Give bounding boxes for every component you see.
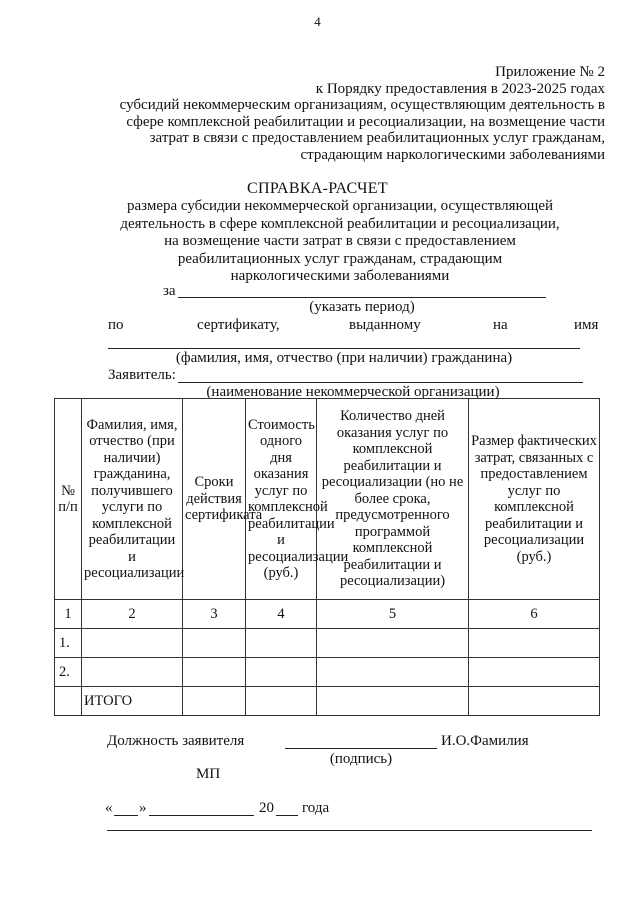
annex-line: страдающим наркологическими заболеваниями <box>300 146 605 163</box>
table-cell[interactable] <box>317 629 469 658</box>
header-cell-day-cost: Стоимость одного дня оказания услуг по комплексной реабилитации и ресоциализации (руб.) <box>246 399 317 600</box>
table-cell[interactable] <box>183 658 246 687</box>
date-year-suffix: года <box>302 800 330 816</box>
date-year-field[interactable] <box>276 815 298 816</box>
date-year-prefix: 20 <box>259 800 274 816</box>
table-cell[interactable] <box>317 687 469 716</box>
period-caption: (указать период) <box>309 299 415 315</box>
date-close-quote: » <box>139 800 147 816</box>
citizen-caption: (фамилия, имя, отчество (при наличии) гражданина) <box>175 350 513 366</box>
table-cell[interactable] <box>246 629 317 658</box>
annex-line: к Порядку предоставления в 2023-2025 годах <box>315 80 605 97</box>
table-cell[interactable] <box>183 629 246 658</box>
row-index: 2. <box>55 658 82 687</box>
header-cell-certificate-term: Сроки действия сертификата <box>183 399 246 600</box>
column-number: 2 <box>82 600 183 629</box>
table-cell[interactable] <box>469 629 600 658</box>
date-open-quote: « <box>105 800 113 816</box>
annex-line: сфере комплексной реабилитации и ресоциализации, на возмещение части <box>126 113 605 130</box>
stamp-label: МП <box>196 766 221 782</box>
header-cell-actual-costs: Размер фактических затрат, связанных с предоставлением услуг по комплексной реабилитации и ресоциализации (руб.) <box>469 399 600 600</box>
table-header-row <box>55 399 600 600</box>
applicant-caption: (наименование некоммерческой организации) <box>206 384 500 400</box>
column-number: 6 <box>469 600 600 629</box>
applicant-field[interactable] <box>178 382 583 383</box>
table-cell <box>55 687 82 716</box>
signature-caption: (подпись) <box>329 751 393 767</box>
date-day-field[interactable] <box>114 815 138 816</box>
column-number: 3 <box>183 600 246 629</box>
table-cell[interactable] <box>317 658 469 687</box>
cert-word-certificate: сертификату, <box>197 317 280 333</box>
row-index: 1. <box>55 629 82 658</box>
table-row <box>55 658 600 687</box>
table-total-row <box>55 687 600 716</box>
subtitle-line: деятельность в сфере комплексной реабилитации и ресоциализации, <box>120 215 560 232</box>
table-cell[interactable] <box>246 658 317 687</box>
total-label: ИТОГО <box>82 687 183 716</box>
annex-line: субсидий некоммерческим организациям, осуществляющим деятельность в <box>119 97 605 113</box>
table-cell[interactable] <box>82 629 183 658</box>
header-cell-days-count: Количество дней оказания услуг по комплексной реабилитации и ресоциализации (но не более срока, предусмотренного программой комплексной реабилитации и ресоциализации) <box>317 399 469 600</box>
cert-word-po: по <box>108 317 124 333</box>
cert-word-name: имя <box>574 317 599 333</box>
annex-line: Приложение № 2 <box>495 64 605 80</box>
table-cell[interactable] <box>469 687 600 716</box>
subtitle-line: размера субсидии некоммерческой организации, осуществляющей <box>126 198 554 214</box>
signer-name: И.О.Фамилия <box>441 733 529 749</box>
bottom-rule <box>107 830 592 831</box>
header-cell-citizen: Фамилия, имя, отчество (при наличии) гражданина, получившего услуги по комплексной реабилитации и ресоциализации <box>82 399 183 600</box>
table-row <box>55 629 600 658</box>
cert-word-to: на <box>493 317 508 333</box>
annex-line: затрат в связи с предоставлением реабилитационных услуг гражданам, <box>149 130 605 146</box>
table-cell[interactable] <box>82 658 183 687</box>
period-prefix: за <box>163 283 176 299</box>
applicant-label: Заявитель: <box>108 367 176 383</box>
calculation-table <box>54 398 600 716</box>
position-label: Должность заявителя <box>107 733 245 749</box>
cert-word-issued: выданному <box>349 317 421 333</box>
column-number: 1 <box>55 600 82 629</box>
annex-block <box>45 64 605 163</box>
page-number: 4 <box>314 14 321 29</box>
signature-field[interactable] <box>285 748 437 749</box>
column-number: 5 <box>317 600 469 629</box>
table-numbering-row <box>55 600 600 629</box>
table-cell[interactable] <box>183 687 246 716</box>
table-cell[interactable] <box>469 658 600 687</box>
subtitle-line: наркологическими заболеваниями <box>230 268 450 284</box>
document-subtitle <box>110 198 570 286</box>
header-cell-number: № п/п <box>55 399 82 600</box>
table-cell[interactable] <box>246 687 317 716</box>
document-title: СПРАВКА-РАСЧЕТ <box>247 180 388 197</box>
subtitle-line: на возмещение части затрат в связи с предоставлением <box>164 233 516 249</box>
citizen-name-field[interactable] <box>108 348 580 349</box>
date-month-field[interactable] <box>149 815 254 816</box>
column-number: 4 <box>246 600 317 629</box>
subtitle-line: реабилитационных услуг гражданам, страдающим <box>177 250 503 267</box>
period-field[interactable] <box>178 297 546 298</box>
